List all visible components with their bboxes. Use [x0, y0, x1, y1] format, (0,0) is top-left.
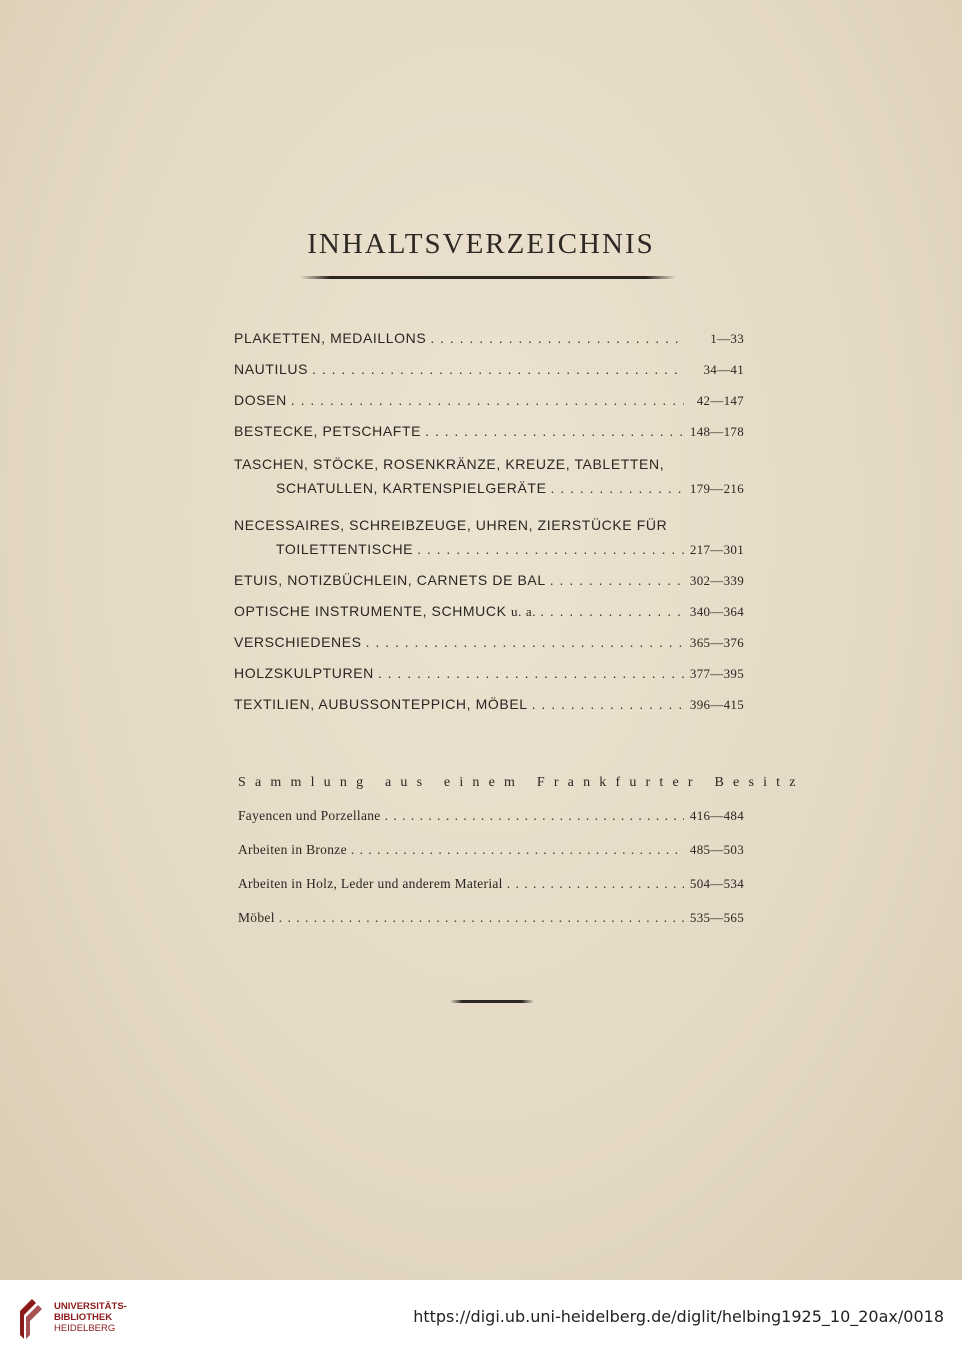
toc-label-suffix: u. a.: [511, 604, 537, 619]
toc-label: HOLZSKULPTUREN: [234, 665, 374, 681]
toc-entry: [234, 696, 744, 727]
toc-label: Fayencen und Porzellane: [238, 808, 381, 823]
toc-label: Arbeiten in Bronze: [238, 842, 347, 857]
toc-pages: 34—41: [703, 362, 744, 377]
toc-label: Möbel: [238, 910, 275, 925]
toc-label: [234, 603, 536, 620]
toc-entry-multiline: [234, 456, 744, 511]
leader-dots: [417, 541, 684, 557]
library-logo-icon[interactable]: [12, 1295, 48, 1343]
toc-entry: [238, 910, 744, 944]
toc-label: PLAKETTEN, MEDAILLONS: [234, 330, 427, 346]
toc-label-text: OPTISCHE INSTRUMENTE, SCHMUCK: [234, 603, 507, 619]
toc-entry: [234, 423, 744, 454]
toc-pages: 1—33: [710, 331, 744, 346]
leader-dots: [507, 876, 684, 892]
toc-entry-multiline: [234, 517, 744, 572]
toc-pages: 42—147: [696, 393, 744, 408]
toc-entry: [234, 361, 744, 392]
toc-label-line1: TASCHEN, STÖCKE, ROSENKRÄNZE, KREUZE, TABLETTEN,: [234, 456, 665, 472]
toc-entry: [238, 876, 744, 910]
leader-dots: [430, 330, 684, 346]
toc-entry: [234, 541, 744, 572]
toc-entry: [234, 603, 744, 634]
toc-label: NAUTILUS: [234, 361, 309, 377]
leader-dots: [312, 361, 684, 377]
toc-label: BESTECKE, PETSCHAFTE: [234, 423, 422, 439]
toc-entry: [234, 330, 744, 361]
table-of-contents: [234, 330, 744, 727]
title-rule: [300, 276, 676, 279]
leader-dots: [366, 634, 684, 650]
toc-pages: 535—565: [689, 910, 744, 925]
toc-pages: 217—301: [689, 542, 744, 557]
toc-label: ETUIS, NOTIZBÜCHLEIN, CARNETS DE BAL: [234, 572, 546, 588]
toc-pages: 396—415: [689, 697, 744, 712]
toc-pages: 504—534: [689, 876, 744, 891]
toc-pages: 377—395: [689, 666, 744, 681]
toc-pages: 485—503: [689, 842, 744, 857]
toc-label: DOSEN: [234, 392, 287, 408]
logo-line: HEIDELBERG: [54, 1323, 116, 1334]
toc-label: Arbeiten in Holz, Leder und anderem Material: [238, 876, 503, 891]
leader-dots: [532, 696, 684, 712]
leader-dots: [291, 392, 684, 408]
toc-entry: [234, 665, 744, 696]
logo-line: BIBLIOTHEK: [54, 1312, 113, 1323]
permalink-url[interactable]: https://digi.ub.uni-heidelberg.de/diglit/helbing1925_10_20ax/0018: [413, 1307, 944, 1326]
toc-entry: [234, 480, 744, 511]
toc-pages: 148—178: [689, 424, 744, 439]
toc-pages: 365—376: [689, 635, 744, 650]
toc-pages: 416—484: [689, 808, 744, 823]
leader-dots: [279, 910, 684, 926]
toc-label: TOILETTENTISCHE: [276, 541, 414, 557]
leader-dots: [425, 423, 684, 439]
leader-dots: [551, 480, 684, 496]
toc-entry: [234, 392, 744, 423]
section-heading: Sammlung aus einem Frankfurter Besitz: [238, 775, 805, 790]
end-rule: [450, 1000, 534, 1003]
toc-pages: 340—364: [689, 604, 744, 619]
toc-pages: 179—216: [689, 481, 744, 496]
toc-entry: [234, 572, 744, 603]
leader-dots: [385, 808, 684, 824]
logo-line: UNIVERSITÄTS-: [54, 1301, 127, 1312]
toc-label: TEXTILIEN, AUBUSSONTEPPICH, MÖBEL: [234, 696, 528, 712]
toc-label-line1: NECESSAIRES, SCHREIBZEUGE, UHREN, ZIERSTÜCKE FÜR: [234, 517, 668, 533]
toc-entry: [234, 634, 744, 665]
library-logo-text[interactable]: [54, 1301, 127, 1334]
sub-table-of-contents: [238, 808, 744, 944]
leader-dots: [550, 572, 684, 588]
page-title: INHALTSVERZEICHNIS: [307, 228, 655, 260]
footer-bar: [0, 1280, 962, 1358]
toc-label: VERSCHIEDENES: [234, 634, 362, 650]
toc-pages: 302—339: [689, 573, 744, 588]
toc-entry: [238, 842, 744, 876]
leader-dots: [378, 665, 684, 681]
toc-label: SCHATULLEN, KARTENSPIELGERÄTE: [276, 480, 547, 496]
leader-dots: [351, 842, 684, 858]
toc-entry: [238, 808, 744, 842]
leader-dots: [540, 603, 684, 619]
